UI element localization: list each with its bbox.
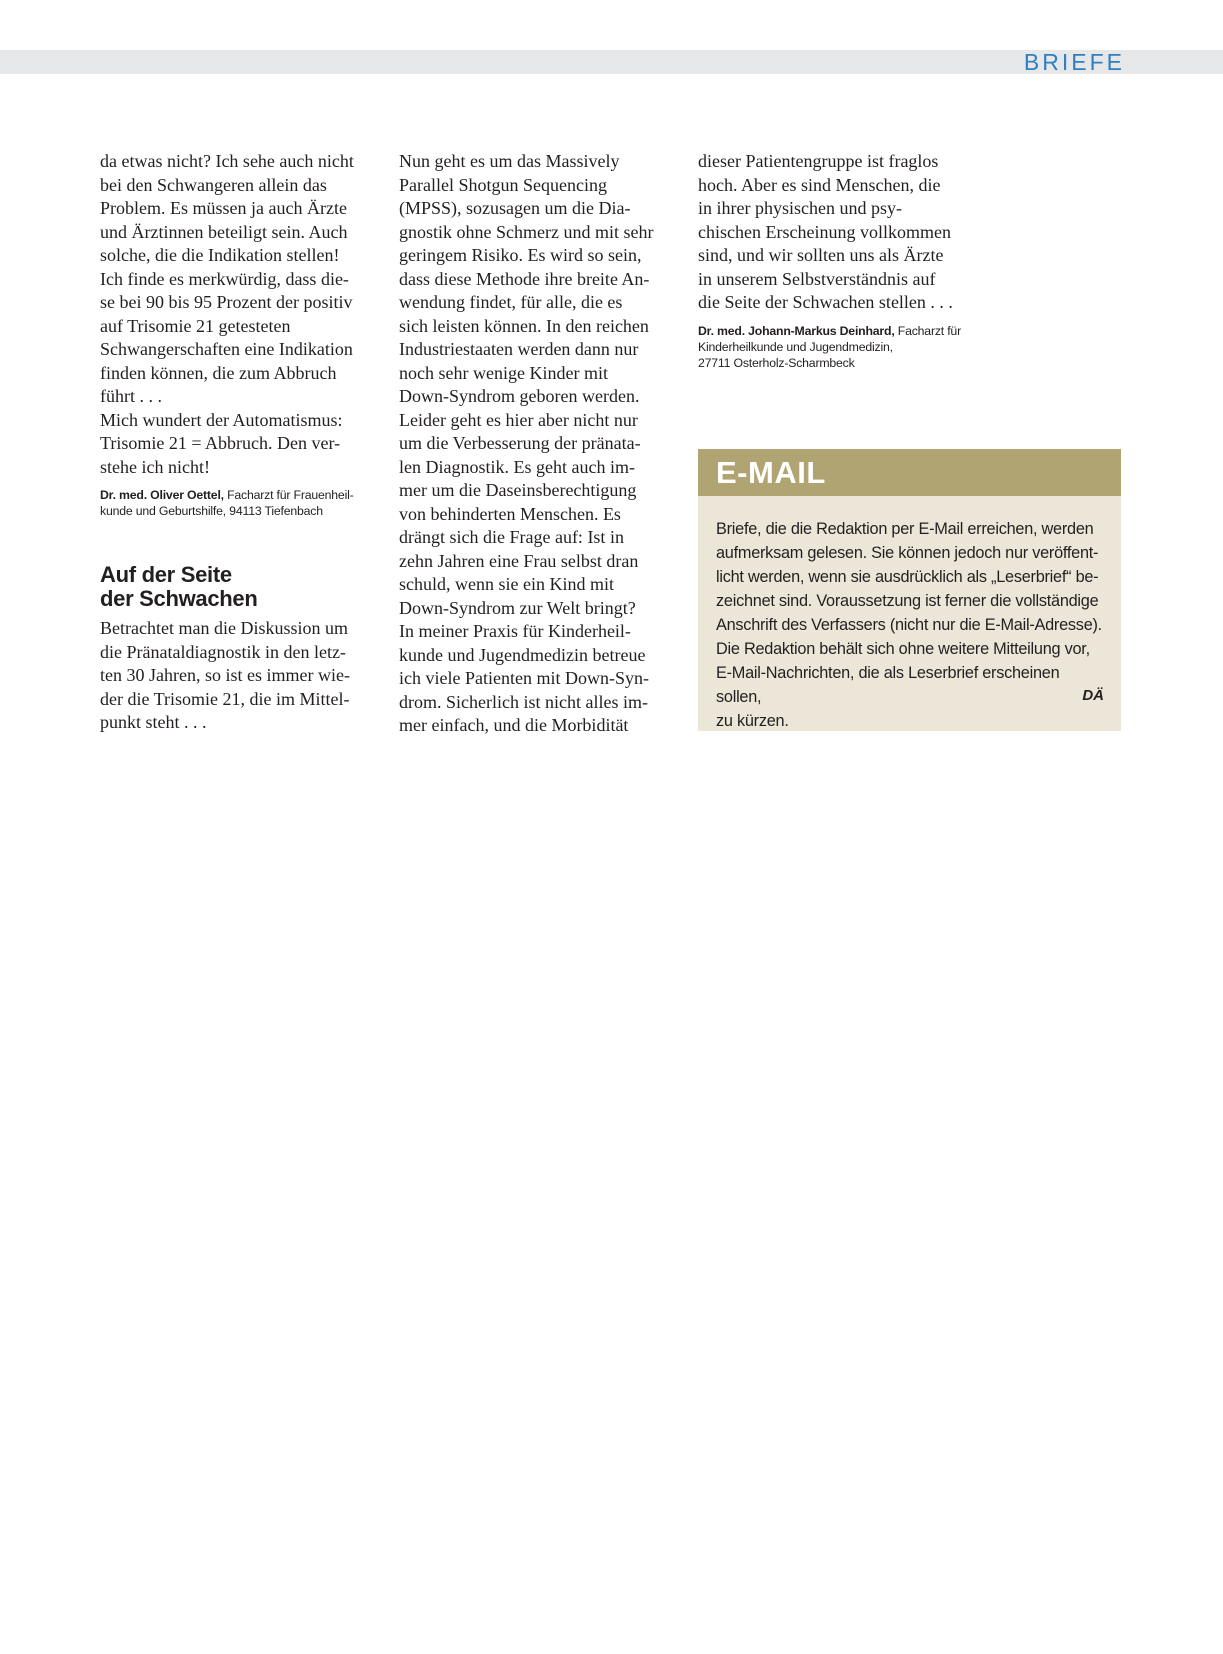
column-2 [399,150,669,738]
letter-text: da etwas nicht? Ich sehe auch nicht bei den Schwangeren allein das Problem. Es müssen ja auch Ärzte und Ärztinnen beteiligt sein. Auch solche, die die Indikation stellen! Ich finde es merkwürdig, dass die- se bei 90 bis 95 Prozent der positiv auf Trisomie 21 getesteten Schwangerschaften eine Indikation finden können, die zum Abbruch führt . . . Mich wundert der Automatismus: Trisomie 21 = Abbruch. Den ver- stehe ich nicht! [100,151,354,477]
signature-detail: Facharzt für Kinderheilkunde und Jugendmedizin, 27711 Osterholz-Scharmbeck [698,323,961,370]
email-box-title: E-MAIL [698,449,1121,496]
editorial-signoff: DÄ [1082,687,1104,704]
letter-text: dieser Patientengruppe ist fraglos hoch. Aber es sind Menschen, die in ihrer physischen und psy- chischen Erscheinung vollkommen sind, und wir sollten uns als Ärzte in unserem Selbstverständnis auf die Seite der Schwachen stellen . . . [698,151,953,312]
letter-signature [100,487,370,519]
letter-text: Nun geht es um das Massively Parallel Shotgun Sequencing (MPSS), sozusagen um die Dia- gnostik ohne Schmerz und mit sehr geringem Risiko. Es wird so sein, dass diese Methode ihre breite An- wendung findet, für alle, die es sich leisten können. In den reichen Industriestaaten werden dann nur noch sehr wenige Kinder mit Down-Syndrom geboren werden. Leider geht es hier aber nicht nur um die Verbesserung der pränata- len Diagnostik. Es geht auch im- mer um die Daseinsberechtigung von behinderten Menschen. Es drängt sich die Frage auf: Ist in zehn Jahren eine Frau selbst dran schuld, wenn sie ein Kind mit Down-Syndrom zur Welt bringt? In meiner Praxis für Kinderheil- kunde und Jugendmedizin betreue ich viele Patienten mit Down-Syn- drom. Sicherlich ist nicht alles im- mer einfach, und die Morbidität [399,151,654,735]
email-box-text: Briefe, die die Redaktion per E-Mail erreichen, werden aufmerksam gelesen. Sie können jedoch nur veröffent- licht werden, wenn sie ausdrücklich als „Leserbrief“ be- zeichnet sind. Voraussetzung ist ferner die vollständige Anschrift des Verfassers (nicht nur die E-Mail-Adresse). Die Redaktion behält sich ohne weitere Mitteilung vor, E-Mail-Nachrichten, die als Leserbrief erscheinen sollen, zu kürzen. [716,520,1102,730]
letter-text: Betrachtet man die Diskussion um die Pränataldiagnostik in den letz- ten 30 Jahren, so ist es immer wie- der die Trisomie 21, die im Mittel- punkt steht . . . [100,618,350,732]
letter-signature [698,323,968,371]
signature-name: Dr. med. Johann-Markus Deinhard, [698,323,895,338]
column-3 [698,150,968,371]
signature-name: Dr. med. Oliver Oettel, [100,488,224,502]
signature-detail: Facharzt für Frauenheil- kunde und Geburtshilfe, 94113 Tiefenbach [100,488,354,518]
email-info-box [698,449,1121,731]
column-1 [100,150,370,735]
section-label: BRIEFE [1023,49,1125,75]
letter-heading: Auf der Seite der Schwachen [100,562,258,611]
